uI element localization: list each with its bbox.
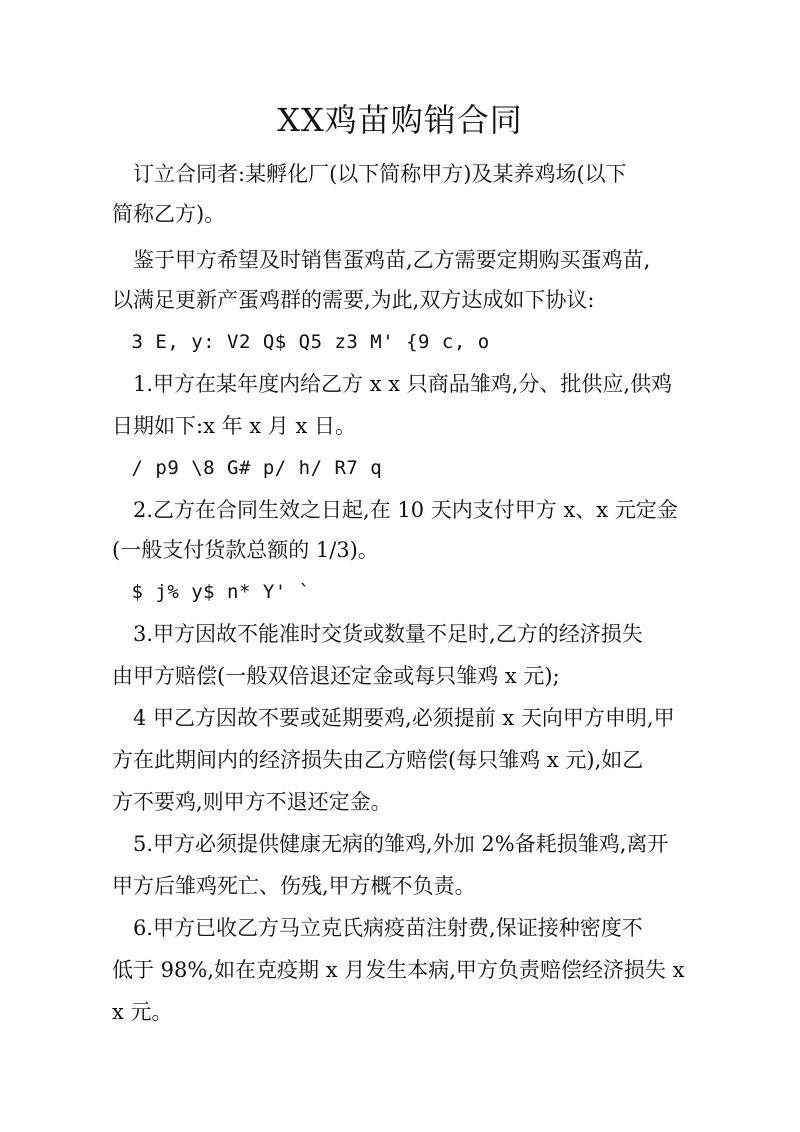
text-line: 以满足更新产蛋鸡群的需要,为此,双方达成如下协议:	[112, 288, 595, 312]
text-line: x 元。	[112, 1000, 173, 1024]
text-line: 由甲方赔偿(一般双倍退还定金或每只雏鸡 x 元);	[112, 664, 560, 688]
text-line: 简称乙方)。	[112, 202, 226, 226]
document-title: XX鸡苗购销合同	[277, 101, 523, 139]
text-line: 日期如下:x 年 x 月 x 日。	[112, 414, 356, 438]
text-line: 2.乙方在合同生效之日起,在 10 天内支付甲方 x、x 元定金	[112, 498, 678, 522]
text-line: (一般支付货款总额的 1/3)。	[112, 538, 379, 562]
garbled-line: $ j% y$ n* Y' `	[112, 581, 311, 603]
text-line: 5.甲方必须提供健康无病的雏鸡,外加 2%备耗损雏鸡,离开	[112, 832, 669, 856]
garbled-line: 3 E, y: V2 Q$ Q5 z3 M' {9 c, o	[112, 331, 490, 353]
text-line: 6.甲方已收乙方马立克氏病疫苗注射费,保证接种密度不	[112, 916, 643, 940]
text-line: 4 甲乙方因故不要或延期要鸡,必须提前 x 天向甲方申明,甲	[112, 706, 675, 730]
text-line: 订立合同者:某孵化厂(以下简称甲方)及某养鸡场(以下	[112, 162, 627, 186]
text-line: 3.甲方因故不能准时交货或数量不足时,乙方的经济损失	[112, 622, 643, 646]
text-line: 方不要鸡,则甲方不退还定金。	[112, 790, 392, 814]
text-line: 甲方后雏鸡死亡、伤残,甲方概不负责。	[112, 874, 476, 898]
text-line: 1.甲方在某年度内给乙方 x x 只商品雏鸡,分、批供应,供鸡	[112, 372, 673, 396]
text-line: 低于 98%,如在克疫期 x 月发生本病,甲方负责赔偿经济损失 x	[112, 958, 685, 982]
text-line: 方在此期间内的经济损失由乙方赔偿(每只雏鸡 x 元),如乙	[112, 748, 644, 772]
garbled-line: / p9 \8 G# p/ h/ R7 q	[112, 457, 383, 479]
text-line: 鉴于甲方希望及时销售蛋鸡苗,乙方需要定期购买蛋鸡苗,	[112, 248, 651, 272]
